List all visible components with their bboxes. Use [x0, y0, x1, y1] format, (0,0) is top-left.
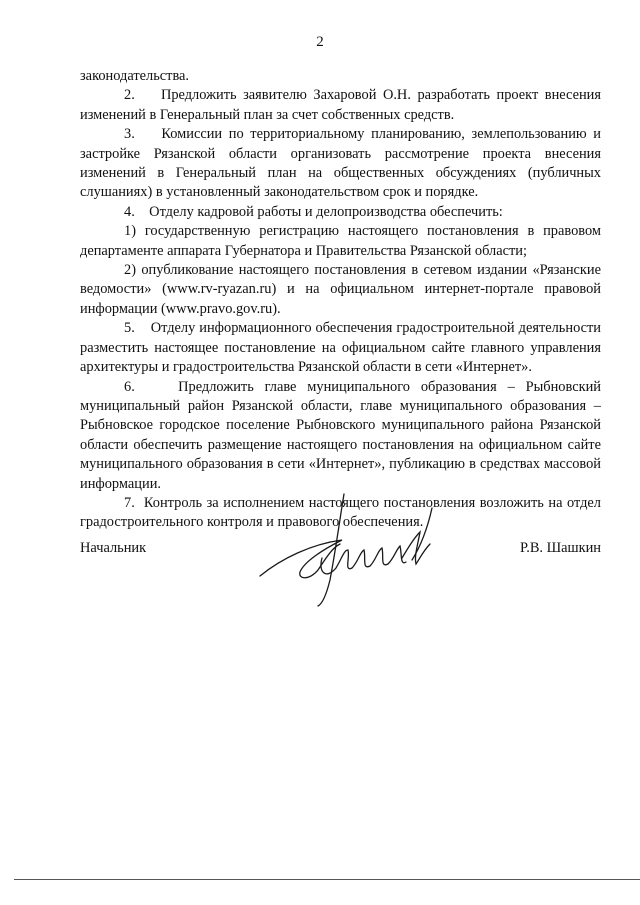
paragraph-7: 7. Контроль за исполнением настоящего постановления возложить на отдел градостроительного контроля и правового обеспечения.	[80, 494, 601, 531]
bottom-divider	[14, 879, 640, 880]
paragraph-4: 4. Отделу кадровой работы и делопроизводства обеспечить:	[124, 203, 503, 220]
page-number: 2	[316, 34, 324, 50]
paragraph-3: 3. Комиссии по территориальному планированию, землепользованию и застройке Рязанской области организовать рассмотрение проекта внесения изменений в Генеральный план на общественных обсуждениях (публичных слушаниях) в установленный законодательством срок и порядке.	[80, 126, 601, 201]
signatory-name: Р.В. Шашкин	[520, 540, 601, 556]
paragraph-2: 2. Предложить заявителю Захаровой О.Н. разработать проект внесения изменений в Генеральный план за счет собственных средств.	[80, 87, 601, 123]
signature-block	[80, 540, 601, 560]
paragraph-5: 5. Отделу информационного обеспечения градостроительной деятельности разместить настоящее постановление на официальном сайте главного управления архитектуры и градостроительства Рязанской области в сети «Интернет».	[80, 320, 601, 376]
paragraph-6: 6. Предложить главе муниципального образования – Рыбновский муниципальный район Рязанской области, главе муниципального образования – Рыбновское городское поселение Рыбновского муниципального района Рязанской области обеспечить размещение настоящего постановления на официальном сайте муниципального образования в сети «Интернет», публикацию в средствах массовой информации.	[80, 378, 601, 492]
paragraph-4-item-2: 2) опубликование настоящего постановления в сетевом издании «Рязанские ведомости» (www.rv-ryazan.ru) и на официальном интернет-портале правовой информации (www.pravo.gov.ru).	[80, 262, 601, 317]
paragraph-4-item-1: 1) государственную регистрацию настоящего постановления в правовом департаменте аппарата Губернатора и Правительства Рязанской области;	[80, 223, 601, 259]
signatory-title: Начальник	[80, 540, 147, 556]
document-body	[80, 67, 601, 533]
paragraph-1: законодательства.	[80, 68, 190, 84]
